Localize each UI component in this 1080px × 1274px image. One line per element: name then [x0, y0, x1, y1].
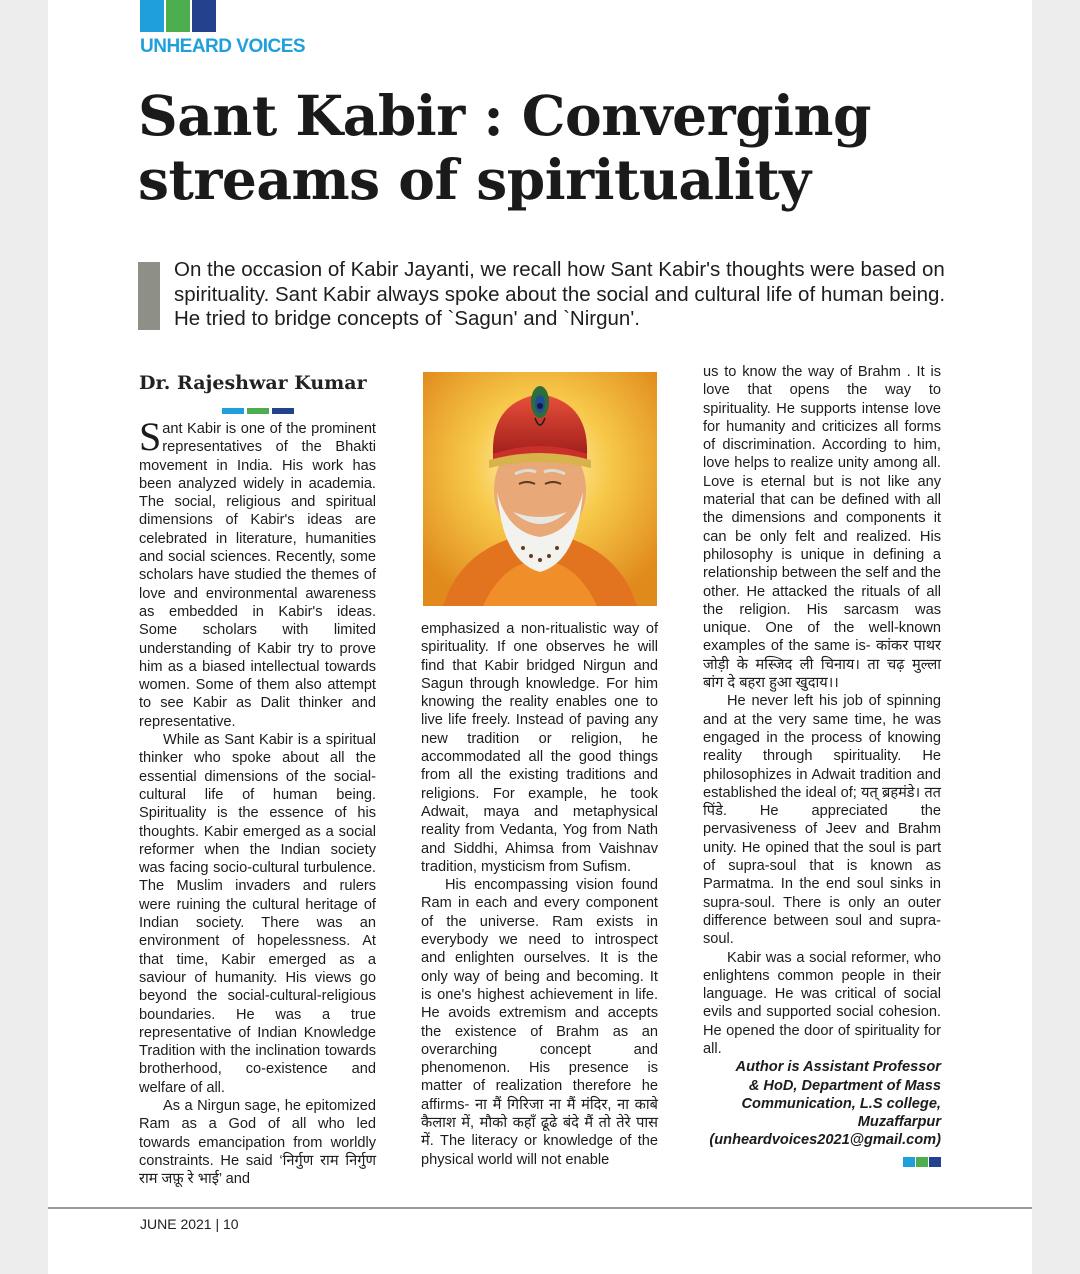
column-1 — [139, 414, 376, 1188]
section-label: UNHEARD VOICES — [140, 36, 306, 57]
end-color-marks — [703, 1154, 941, 1172]
footer-rule — [48, 1207, 1032, 1209]
column-3 — [703, 363, 941, 1172]
author-email: (unheardvoices2021@gmail.com) — [709, 1132, 941, 1149]
paragraph — [139, 414, 376, 731]
article-title: Sant Kabir : Converging streams of spirituality — [138, 83, 871, 212]
paragraph: While as Sant Kabir is a spiritual thinker who spoke about all the essential dimensions of the social-cultural life of human being. Spirituality is the essence of his thoughts. Kabir emerged as a social reformer when the Indian society was facing socio-cultural turbulence. The Muslim invaders and rulers were ruining the cultural heritage of Indian society. There was an environment of hopelessness. At that time, Kabir emerged as a saviour of humanity. His views go beyond the social-cultural-religious boundaries. He was a true representative of Indian Knowledge Tradition with the inclination towards brotherhood, co-existence and welfare of all. — [139, 732, 376, 1096]
drop-cap: S — [139, 414, 162, 459]
brand-block-green — [166, 0, 190, 32]
author-note — [703, 1058, 941, 1149]
standfirst — [138, 258, 958, 332]
author-note-line: & HoD, Department of Mass — [748, 1077, 941, 1094]
paragraph: Kabir was a social reformer, who enlightens common people in their language. He was critical of social evils and supported social cohesion. He opened the door of spirituality for all. — [703, 949, 941, 1057]
byline-color-marks — [222, 401, 297, 419]
paragraph: His encompassing vision found Ram in each and every component of the universe. Ram exists in everybody we need to introspect and enlighten ourselves. It is the only way of being and becoming. It is one's highest achievement in life. He avoids extremism and accepts the existence of Brahm as an overarching concept and phenomenon. His presence is matter of realization therefore he affirms- ना मैं गिरिजा ना मैं मंदिर, ना काबे कैलाश में, मौको कहाँ ढूढे बंदे मैं तो तेरे पास में. The literacy or knowledge of the physical world will not enable — [421, 877, 658, 1168]
brand-logo-blocks — [140, 0, 218, 32]
page-folio: JUNE 2021 | 10 — [140, 1216, 239, 1232]
kabir-portrait-image — [423, 372, 657, 606]
author-note-line: Communication, L.S college, — [741, 1095, 941, 1112]
brand-block-blue — [140, 0, 164, 32]
brand-block-navy — [192, 0, 216, 32]
author-byline: Dr. Rajeshwar Kumar — [139, 372, 367, 394]
author-note-line: Author is Assistant Professor — [735, 1059, 941, 1076]
paragraph-text: ant Kabir is one of the prominent representatives of the Bhakti movement in India. His work has been analyzed widely in academia. The social, religious and spiritual dimensions of Kabir's ideas are celebrated in literature, humanities and social sciences. Recently, some scholars have studied the themes of love and environmental awareness as embedded in Kabir's ideas. Some scholars with limited understanding of Kabir try to prove him as a biased intellectual towards women. Some of them also attempt to see Kabir as Dalit thinker and representative. — [139, 421, 376, 730]
author-note-line: Muzaffarpur — [857, 1114, 941, 1131]
paragraph: emphasized a non-ritualistic way of spirituality. If one observes he will find that Kabir bridged Nirgun and Sagun through knowledge. For him knowing the reality enables one to live life freely. Instead of paving any new tradition or religion, he accommodated all the good things from all the existing traditions and religions. For example, he took Adwait, maya and metaphysical reality from Vedanta, Yog from Nath and Siddhi, Ahimsa from Vaishnav tradition, mysticism from Sufism. — [421, 621, 658, 875]
standfirst-bar — [138, 262, 160, 330]
paragraph: As a Nirgun sage, he epitomized Ram as a God of all who led towards emancipation from worldly constraints. He said ‘निर्गुण राम निर्गुण राम जफ़ू रे भाई’ and — [139, 1097, 376, 1188]
paragraph: us to know the way of Brahm . It is love that opens the way to spirituality. He supports intense love for humanity and criticizes all forms of discrimination. According to him, love helps to realize unity among all. Love is eternal but is not like any material that can be defined with all the dimensions and components it can be only felt and realized. His philosophy is unique in defining a relationship between the self and the other. He attacked the rituals of all the religion. His sarcasm was unique. One of the well-known examples of the same is- कांकर पाथर जोड़ी के मस्जिद ली चिनाय। ता चढ़ मुल्ला बांग दे बहरा हुआ खुदाय।। — [703, 364, 941, 692]
standfirst-text: On the occasion of Kabir Jayanti, we recall how Sant Kabir's thoughts were based on spirituality. Sant Kabir always spoke about the social and cultural life of human being. He tried to bridge concepts of `Sagun' and `Nirgun'. — [174, 258, 946, 330]
paragraph: He never left his job of spinning and at the very same time, he was engaged in the process of knowing reality through spirituality. He philosophizes in Adwait tradition and established the ideal of; यत् ब्रहमंडे। तत पिंडे. He appreciated the pervasiveness of Jeev and Brahm unity. He opined that the soul is part of supra-soul that is known as Parmatma. In the end soul sinks in supra-soul. There is only an outer difference between soul and supra-soul. — [703, 693, 941, 948]
column-2 — [421, 620, 658, 1169]
